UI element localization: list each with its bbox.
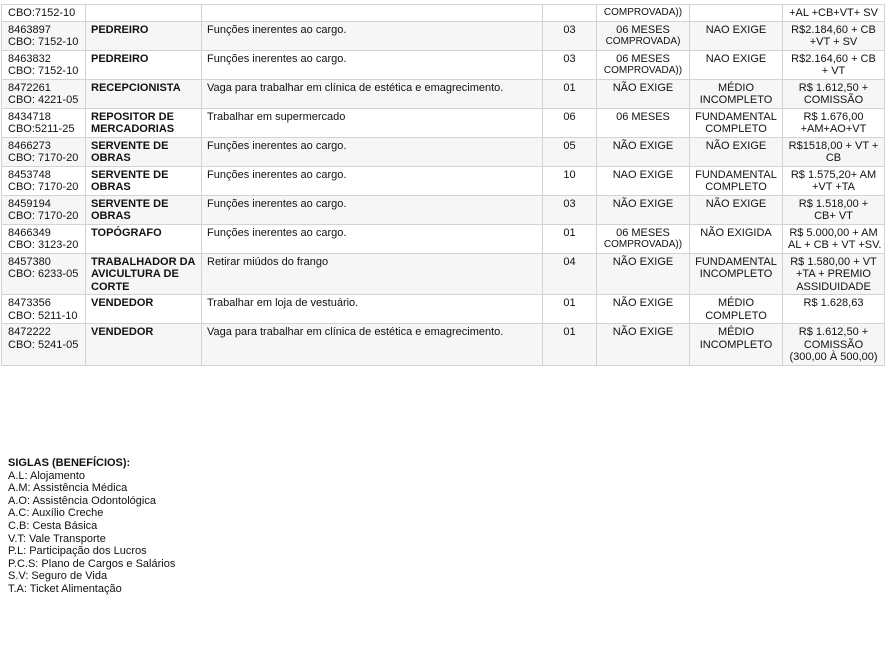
cell-line: COMPLETO xyxy=(705,181,767,193)
job-code-cell xyxy=(2,79,86,108)
job-code-cell xyxy=(2,108,86,137)
cell-line: NÃO EXIGE xyxy=(612,297,674,309)
job-code-cell xyxy=(2,253,86,295)
job-code: 8453748 xyxy=(8,168,51,181)
salary-cell xyxy=(783,137,885,166)
salary-cell xyxy=(783,79,885,108)
education-cell xyxy=(690,253,783,295)
vacancies-cell: 06 xyxy=(543,108,597,137)
vacancies-cell: 01 xyxy=(543,295,597,324)
job-code: 8463832 xyxy=(8,52,51,65)
table-row xyxy=(2,50,885,79)
vacancies-cell: 03 xyxy=(543,50,597,79)
table-row xyxy=(2,79,885,108)
job-code: 8434718 xyxy=(8,110,51,123)
job-listings-table xyxy=(1,4,885,366)
table-row xyxy=(2,224,885,253)
cell-line: CB+ VT xyxy=(814,210,853,222)
cell-line: NÃO EXIGE xyxy=(705,139,767,152)
cell-line: OBRAS xyxy=(91,210,131,222)
cell-line: COMISSÃO xyxy=(803,338,864,351)
cell-line: VENDEDOR xyxy=(91,326,154,338)
cell-line: 06 MESES xyxy=(616,52,670,65)
cell-line: NÃO EXIGE xyxy=(705,197,767,210)
experience-cell xyxy=(597,224,690,253)
legend-item: V.T: Vale Transporte xyxy=(8,532,106,545)
cell-line: R$ 5.000,00 + AM xyxy=(789,226,878,239)
cbo-code: CBO:7152-10 xyxy=(8,7,76,19)
education-cell xyxy=(690,50,783,79)
cell-line: SERVENTE DE xyxy=(91,168,169,181)
table-row xyxy=(2,166,885,195)
cbo-code: CBO: 5211-10 xyxy=(8,309,78,322)
cell-line: NÃO EXIGE xyxy=(612,326,674,338)
cell-line: R$ 1.575,20+ AM xyxy=(790,168,877,181)
cell-line: AVICULTURA DE xyxy=(91,268,179,280)
cell-line: NAO EXIGE xyxy=(705,52,767,65)
cbo-code: CBO: 3123-20 xyxy=(8,239,79,251)
job-code: 8459194 xyxy=(8,197,51,210)
cbo-code: CBO: 4221-05 xyxy=(8,94,79,106)
vacancies-cell: 01 xyxy=(543,79,597,108)
job-code-cell xyxy=(2,166,86,195)
cell-line: 06 MESES xyxy=(616,110,670,123)
benefits-legend xyxy=(8,457,175,596)
cell-line: SERVENTE DE xyxy=(91,197,169,210)
job-title-cell xyxy=(86,253,202,295)
job-title-cell xyxy=(86,295,202,324)
salary-cell xyxy=(783,295,885,324)
cell-line: COMISSÃO xyxy=(803,94,864,106)
job-code-cell xyxy=(2,195,86,224)
cell-line: R$ 1.676,00 xyxy=(803,110,864,123)
cell-line: R$ 1.518,00 + xyxy=(798,197,869,210)
job-code-cell xyxy=(2,224,86,253)
job-code-cell xyxy=(2,137,86,166)
cell-line: PEDREIRO xyxy=(91,23,149,36)
salary-cell xyxy=(783,324,885,366)
cell-line: FUNDAMENTAL xyxy=(695,168,777,181)
cell-line: CB xyxy=(825,152,842,164)
cell-line: NÃO EXIGE xyxy=(612,139,674,152)
cell-line: R$2.184,60 + CB xyxy=(791,23,876,36)
job-code-cell xyxy=(2,5,86,22)
job-title-cell xyxy=(86,224,202,253)
cell-line: R$ 1.628,63 xyxy=(803,297,864,309)
job-description-cell xyxy=(202,5,543,22)
job-description-cell: Vaga para trabalhar em clínica de estética e emagrecimento. xyxy=(202,324,543,366)
legend-item: A.C: Auxílio Creche xyxy=(8,507,104,520)
experience-cell xyxy=(597,195,690,224)
cbo-code: CBO: 7152-10 xyxy=(8,65,79,77)
legend-item: A.M: Assistência Médica xyxy=(8,482,128,495)
table-row xyxy=(2,253,885,295)
job-code: 8463897 xyxy=(8,23,51,36)
job-code: 8472222 xyxy=(8,326,51,338)
cell-line: COMPROVADA)) xyxy=(603,7,683,18)
job-description-cell: Vaga para trabalhar em clínica de estética e emagrecimento. xyxy=(202,79,543,108)
cell-line: TOPÓGRAFO xyxy=(91,226,162,239)
legend-heading: SIGLAS (BENEFÍCIOS): xyxy=(8,457,131,469)
vacancies-cell: 04 xyxy=(543,253,597,295)
cell-line: SERVENTE DE xyxy=(91,139,169,152)
salary-cell xyxy=(783,253,885,295)
cell-line: R$ 1.612,50 + xyxy=(798,81,869,94)
vacancies-cell: 01 xyxy=(543,224,597,253)
cell-line: CORTE xyxy=(91,280,130,293)
experience-cell xyxy=(597,79,690,108)
job-code: 8457380 xyxy=(8,255,51,268)
cbo-code: CBO: 7170-20 xyxy=(8,210,79,222)
job-code: 8466273 xyxy=(8,139,51,152)
job-description-cell: Funções inerentes ao cargo. xyxy=(202,50,543,79)
cell-line: +AL +CB+VT+ SV xyxy=(789,7,878,19)
job-description-cell: Funções inerentes ao cargo. xyxy=(202,195,543,224)
education-cell xyxy=(690,137,783,166)
experience-cell xyxy=(597,253,690,295)
cell-line: (300,00 À 500,00) xyxy=(789,351,878,363)
cbo-code: CBO: 5241-05 xyxy=(8,338,79,351)
cell-line: INCOMPLETO xyxy=(699,268,773,280)
cell-line: 06 MESES xyxy=(616,226,670,239)
table-row xyxy=(2,21,885,50)
job-code: 8473356 xyxy=(8,297,51,309)
cell-line: MÉDIO xyxy=(717,297,755,309)
cell-line: RECEPCIONISTA xyxy=(91,81,181,94)
table-row xyxy=(2,137,885,166)
cell-line: + VT xyxy=(821,65,846,77)
job-title-cell xyxy=(86,195,202,224)
cell-line: NÃO EXIGE xyxy=(612,197,674,210)
job-code: 8466349 xyxy=(8,226,51,239)
cell-line: NÃO EXIGE xyxy=(612,255,674,268)
cell-line: COMPROVADA) xyxy=(605,36,681,47)
job-code-cell xyxy=(2,324,86,366)
cell-line: NÃO EXIGE xyxy=(612,81,674,94)
job-code-cell xyxy=(2,295,86,324)
job-code-cell xyxy=(2,21,86,50)
cell-line: TRABALHADOR DA xyxy=(91,255,196,268)
job-title-cell xyxy=(86,324,202,366)
job-description-cell: Funções inerentes ao cargo. xyxy=(202,166,543,195)
job-description-cell: Retirar miúdos do frango xyxy=(202,253,543,295)
cbo-code: CBO: 6233-05 xyxy=(8,268,79,280)
cell-line: FUNDAMENTAL xyxy=(695,110,777,123)
salary-cell xyxy=(783,5,885,22)
table-row xyxy=(2,5,885,22)
cell-line: COMPROVADA)) xyxy=(603,65,683,76)
cell-line: +TA + PREMIO xyxy=(796,268,871,280)
education-cell xyxy=(690,5,783,22)
cell-line: COMPLETO xyxy=(705,309,767,322)
salary-cell xyxy=(783,108,885,137)
job-title-cell xyxy=(86,166,202,195)
legend-item: T.A: Ticket Alimentação xyxy=(8,582,122,595)
cell-line: OBRAS xyxy=(91,152,131,164)
education-cell xyxy=(690,295,783,324)
vacancies-cell: 03 xyxy=(543,195,597,224)
experience-cell xyxy=(597,295,690,324)
cell-line: R$1518,00 + VT + xyxy=(788,139,879,152)
experience-cell xyxy=(597,50,690,79)
job-description-cell: Trabalhar em supermercado xyxy=(202,108,543,137)
cell-line: MERCADORIAS xyxy=(91,123,175,135)
cell-line: MÉDIO xyxy=(717,326,755,338)
job-title-cell xyxy=(86,108,202,137)
experience-cell xyxy=(597,324,690,366)
legend-item: A.L: Alojamento xyxy=(8,469,86,482)
salary-cell xyxy=(783,224,885,253)
education-cell xyxy=(690,108,783,137)
legend-item: C.B: Cesta Básica xyxy=(8,519,98,532)
vacancies-cell: 01 xyxy=(543,324,597,366)
cell-line: 06 MESES xyxy=(616,23,670,36)
job-title-cell xyxy=(86,21,202,50)
cell-line: NAO EXIGE xyxy=(705,23,767,36)
salary-cell xyxy=(783,50,885,79)
experience-cell xyxy=(597,21,690,50)
cell-line: +AM+AO+VT xyxy=(800,123,867,135)
cell-line: NAO EXIGE xyxy=(612,168,674,181)
job-title-cell xyxy=(86,137,202,166)
legend-item: S.V: Seguro de Vida xyxy=(8,570,108,583)
job-description-cell: Funções inerentes ao cargo. xyxy=(202,224,543,253)
cbo-code: CBO:5211-25 xyxy=(8,123,75,135)
education-cell xyxy=(690,166,783,195)
job-description-cell: Trabalhar em loja de vestuário. xyxy=(202,295,543,324)
job-title-cell xyxy=(86,5,202,22)
table-row xyxy=(2,108,885,137)
cbo-code: CBO: 7170-20 xyxy=(8,181,79,193)
cell-line: +VT +TA xyxy=(811,181,855,193)
vacancies-cell: 05 xyxy=(543,137,597,166)
experience-cell xyxy=(597,137,690,166)
table-row xyxy=(2,195,885,224)
cell-line: COMPROVADA)) xyxy=(603,239,683,250)
experience-cell xyxy=(597,5,690,22)
legend-item: A.O: Assistência Odontológica xyxy=(8,494,156,507)
cell-line: ASSIDUIDADE xyxy=(796,280,871,293)
cbo-code: CBO: 7170-20 xyxy=(8,152,79,164)
experience-cell xyxy=(597,166,690,195)
cell-line: MÉDIO xyxy=(717,81,755,94)
cell-line: VENDEDOR xyxy=(91,297,154,309)
vacancies-cell xyxy=(543,5,597,22)
education-cell xyxy=(690,79,783,108)
vacancies-cell: 10 xyxy=(543,166,597,195)
job-code-cell xyxy=(2,50,86,79)
cbo-code: CBO: 7152-10 xyxy=(8,36,79,48)
cell-line: COMPLETO xyxy=(705,123,767,135)
job-title-cell xyxy=(86,50,202,79)
cell-line: R$ 1.580,00 + VT xyxy=(790,255,877,268)
education-cell xyxy=(690,224,783,253)
experience-cell xyxy=(597,108,690,137)
cell-line: FUNDAMENTAL xyxy=(695,255,777,268)
job-description-cell: Funções inerentes ao cargo. xyxy=(202,21,543,50)
legend-item: P.C.S: Plano de Cargos e Salários xyxy=(8,557,176,570)
job-code: 8472261 xyxy=(8,81,51,94)
cell-line: REPOSITOR DE xyxy=(91,110,174,123)
education-cell xyxy=(690,21,783,50)
cell-line: PEDREIRO xyxy=(91,52,149,65)
vacancies-cell: 03 xyxy=(543,21,597,50)
legend-item: P.L: Participação dos Lucros xyxy=(8,545,147,558)
cell-line: AL + CB + VT +SV. xyxy=(788,239,882,251)
job-description-cell: Funções inerentes ao cargo. xyxy=(202,137,543,166)
education-cell xyxy=(690,324,783,366)
cell-line: +VT + SV xyxy=(809,36,858,48)
table-row xyxy=(2,295,885,324)
job-title-cell xyxy=(86,79,202,108)
cell-line: NÃO EXIGIDA xyxy=(700,226,772,239)
cell-line: R$ 1.612,50 + xyxy=(798,326,869,338)
cell-line: R$2.164,60 + CB xyxy=(791,52,876,65)
cell-line: INCOMPLETO xyxy=(699,94,773,106)
cell-line: INCOMPLETO xyxy=(699,338,773,351)
table-row xyxy=(2,324,885,366)
education-cell xyxy=(690,195,783,224)
salary-cell xyxy=(783,166,885,195)
salary-cell xyxy=(783,195,885,224)
cell-line: OBRAS xyxy=(91,181,131,193)
salary-cell xyxy=(783,21,885,50)
